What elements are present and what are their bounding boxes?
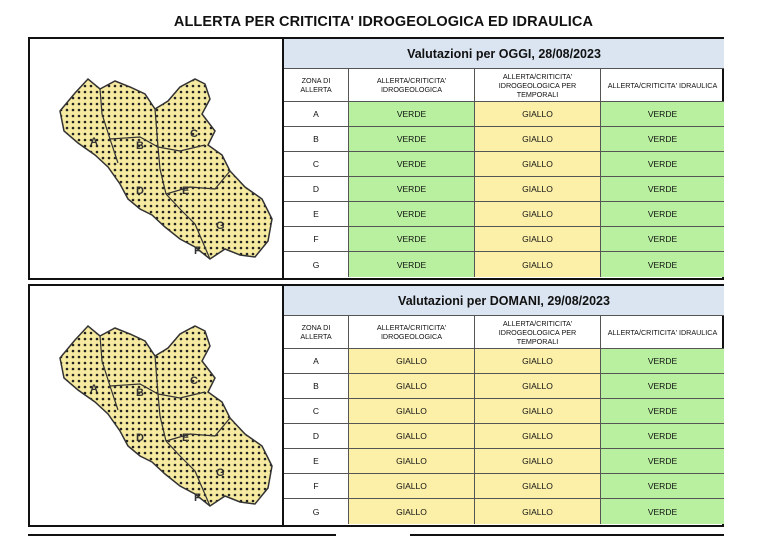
cell-zona: C — [284, 152, 348, 176]
cell-zona: C — [284, 399, 348, 423]
cell-idrogeologica: GIALLO — [348, 399, 474, 423]
cell-idraulica: VERDE — [600, 424, 724, 448]
col-idraulica: ALLERTA/CRITICITA' IDRAULICA — [600, 69, 724, 101]
cell-idrogeologica: GIALLO — [348, 474, 474, 498]
cell-idrogeologica: VERDE — [348, 177, 474, 201]
cell-idraulica: VERDE — [600, 227, 724, 251]
map-zone-b: B — [136, 387, 144, 399]
map-zone-b: B — [136, 140, 144, 152]
cell-idrogeologica: VERDE — [348, 127, 474, 151]
cell-zona: E — [284, 202, 348, 226]
cell-zona: F — [284, 474, 348, 498]
cell-zona: A — [284, 349, 348, 373]
table-row — [284, 399, 724, 424]
table-row — [284, 102, 724, 127]
cell-temporali: GIALLO — [474, 102, 600, 126]
table-row — [284, 499, 724, 524]
cell-idraulica: VERDE — [600, 252, 724, 277]
cell-idrogeologica: GIALLO — [348, 499, 474, 524]
map-zone-c: C — [190, 375, 198, 387]
cell-temporali: GIALLO — [474, 374, 600, 398]
cell-zona: D — [284, 177, 348, 201]
cell-idrogeologica: VERDE — [348, 227, 474, 251]
cell-idraulica: VERDE — [600, 449, 724, 473]
cell-idrogeologica: VERDE — [348, 102, 474, 126]
map-zone-g: G — [216, 220, 225, 232]
cell-zona: G — [284, 499, 348, 524]
table-row — [284, 424, 724, 449]
region-outline — [60, 79, 272, 259]
table-row — [284, 449, 724, 474]
table-row — [284, 152, 724, 177]
cell-zona: B — [284, 374, 348, 398]
cell-temporali: GIALLO — [474, 474, 600, 498]
alert-table-domani — [282, 286, 724, 525]
table-row — [284, 474, 724, 499]
table-heading: Valutazioni per DOMANI, 29/08/2023 — [284, 286, 724, 316]
table-row — [284, 127, 724, 152]
cell-idraulica: VERDE — [600, 102, 724, 126]
col-temporali: ALLERTA/CRITICITA' IDROGEOLOGICA PER TEMPORALI — [474, 316, 600, 348]
lazio-map-domani — [40, 306, 280, 516]
cell-idraulica: VERDE — [600, 474, 724, 498]
lazio-map-oggi — [40, 59, 280, 269]
cell-idrogeologica: VERDE — [348, 202, 474, 226]
cell-temporali: GIALLO — [474, 449, 600, 473]
cell-zona: G — [284, 252, 348, 277]
cell-idrogeologica: GIALLO — [348, 349, 474, 373]
cell-temporali: GIALLO — [474, 252, 600, 277]
map-zone-g: G — [216, 467, 225, 479]
cell-temporali: GIALLO — [474, 202, 600, 226]
cell-zona: F — [284, 227, 348, 251]
table-row — [284, 227, 724, 252]
cell-idrogeologica: GIALLO — [348, 449, 474, 473]
map-zone-a: A — [90, 383, 98, 395]
map-zone-c: C — [190, 128, 198, 140]
map-zone-e: E — [182, 432, 190, 444]
footer-rule-right — [410, 534, 724, 536]
table-row — [284, 349, 724, 374]
table-row — [284, 177, 724, 202]
table-body — [284, 102, 724, 277]
cell-idraulica: VERDE — [600, 152, 724, 176]
table-row — [284, 252, 724, 277]
cell-zona: B — [284, 127, 348, 151]
cell-idrogeologica: VERDE — [348, 252, 474, 277]
map-zone-d: D — [136, 185, 144, 197]
cell-temporali: GIALLO — [474, 399, 600, 423]
cell-idrogeologica: GIALLO — [348, 424, 474, 448]
footer-rule-left — [28, 534, 336, 536]
cell-temporali: GIALLO — [474, 152, 600, 176]
cell-temporali: GIALLO — [474, 499, 600, 524]
table-column-headers — [284, 316, 724, 349]
cell-idrogeologica: GIALLO — [348, 374, 474, 398]
col-idraulica: ALLERTA/CRITICITA' IDRAULICA — [600, 316, 724, 348]
alert-table-oggi — [282, 39, 724, 278]
cell-temporali: GIALLO — [474, 227, 600, 251]
map-zone-f: F — [194, 245, 201, 257]
cell-idraulica: VERDE — [600, 202, 724, 226]
col-idrogeologica: ALLERTA/CRITICITA' IDROGEOLOGICA — [348, 69, 474, 101]
cell-idraulica: VERDE — [600, 399, 724, 423]
cell-zona: E — [284, 449, 348, 473]
table-column-headers — [284, 69, 724, 102]
map-zone-f: F — [194, 492, 201, 504]
cell-idraulica: VERDE — [600, 177, 724, 201]
cell-zona: D — [284, 424, 348, 448]
map-zone-a: A — [90, 136, 98, 148]
map-zone-e: E — [182, 185, 190, 197]
region-outline — [60, 326, 272, 506]
map-zone-d: D — [136, 432, 144, 444]
cell-idraulica: VERDE — [600, 127, 724, 151]
col-idrogeologica: ALLERTA/CRITICITA' IDROGEOLOGICA — [348, 316, 474, 348]
cell-idrogeologica: VERDE — [348, 152, 474, 176]
panel-oggi — [28, 37, 724, 280]
col-zona: ZONA DI ALLERTA — [300, 323, 332, 341]
cell-temporali: GIALLO — [474, 424, 600, 448]
cell-idraulica: VERDE — [600, 374, 724, 398]
cell-zona: A — [284, 102, 348, 126]
cell-idraulica: VERDE — [600, 349, 724, 373]
col-zona: ZONA DI ALLERTA — [300, 76, 332, 94]
col-temporali: ALLERTA/CRITICITA' IDROGEOLOGICA PER TEMPORALI — [474, 69, 600, 101]
cell-temporali: GIALLO — [474, 349, 600, 373]
panel-domani — [28, 284, 724, 527]
table-heading: Valutazioni per OGGI, 28/08/2023 — [284, 39, 724, 69]
cell-temporali: GIALLO — [474, 177, 600, 201]
table-body — [284, 349, 724, 524]
table-row — [284, 374, 724, 399]
cell-temporali: GIALLO — [474, 127, 600, 151]
cell-idraulica: VERDE — [600, 499, 724, 524]
page-title: ALLERTA PER CRITICITA' IDROGEOLOGICA ED IDRAULICA — [173, 14, 594, 30]
table-row — [284, 202, 724, 227]
